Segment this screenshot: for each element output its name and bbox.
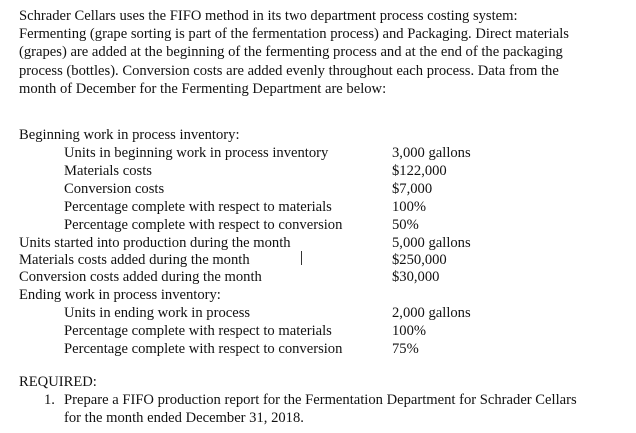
row-value: $30,000: [392, 269, 440, 285]
row-label: Percentage complete with respect to materials: [64, 323, 332, 339]
row-label: Materials costs: [64, 163, 152, 179]
row-label: Conversion costs: [64, 181, 165, 197]
row-value: 2,000 gallons: [392, 305, 471, 321]
row-value: 5,000 gallons: [392, 235, 471, 251]
data-row: [0, 144, 636, 162]
row-label: Materials costs added during the month: [19, 252, 250, 268]
data-row: [0, 251, 636, 269]
row-label: Percentage complete with respect to materials: [64, 199, 332, 215]
data-row: [0, 286, 636, 304]
required-item-number: 1.: [44, 392, 55, 408]
data-row: [0, 340, 636, 358]
intro-line: process (bottles). Conversion costs are added evenly throughout each process. Data from the: [19, 62, 559, 79]
intro-line: Schrader Cellars uses the FIFO method in its two department process costing system:: [19, 8, 518, 24]
data-row: [0, 322, 636, 340]
intro-line: month of December for the Fermenting Department are below:: [19, 80, 387, 97]
row-label: Units started into production during the month: [19, 235, 291, 251]
row-label: Units in ending work in process: [64, 305, 251, 321]
row-value: 100%: [392, 323, 427, 339]
intro-line: Fermenting (grape sorting is part of the fermentation process) and Packaging. Direct materials: [19, 26, 569, 43]
intro-line: (grapes) are added at the beginning of the fermenting process and at the end of the packaging: [19, 44, 563, 61]
row-value: 100%: [392, 199, 427, 215]
data-row: [0, 304, 636, 322]
data-row: [0, 180, 636, 198]
row-value: 75%: [392, 341, 419, 357]
row-label: Ending work in process inventory:: [19, 287, 221, 303]
required-item-line: for the month ended December 31, 2018.: [64, 410, 304, 426]
row-value: $7,000: [392, 181, 433, 197]
text-cursor: [301, 251, 302, 265]
data-row: [0, 216, 636, 234]
required-item-line: Prepare a FIFO production report for the Fermentation Department for Schrader Cellars: [64, 392, 577, 408]
required-heading: REQUIRED:: [19, 374, 97, 390]
intro-paragraph: [19, 7, 619, 98]
row-label: Units in beginning work in process inventory: [64, 145, 329, 161]
required-item-text: [64, 391, 577, 427]
row-label: Percentage complete with respect to conversion: [64, 341, 343, 357]
row-value: $250,000: [392, 252, 447, 268]
data-row: [0, 162, 636, 180]
row-value: 50%: [392, 217, 419, 233]
data-row: [0, 198, 636, 216]
data-row: [0, 268, 636, 286]
row-label: Beginning work in process inventory:: [19, 127, 240, 143]
row-value: $122,000: [392, 163, 447, 179]
row-value: 3,000 gallons: [392, 145, 471, 161]
row-label: Percentage complete with respect to conversion: [64, 217, 343, 233]
data-row: [0, 234, 636, 252]
data-row: [0, 126, 636, 144]
row-label: Conversion costs added during the month: [19, 269, 262, 285]
